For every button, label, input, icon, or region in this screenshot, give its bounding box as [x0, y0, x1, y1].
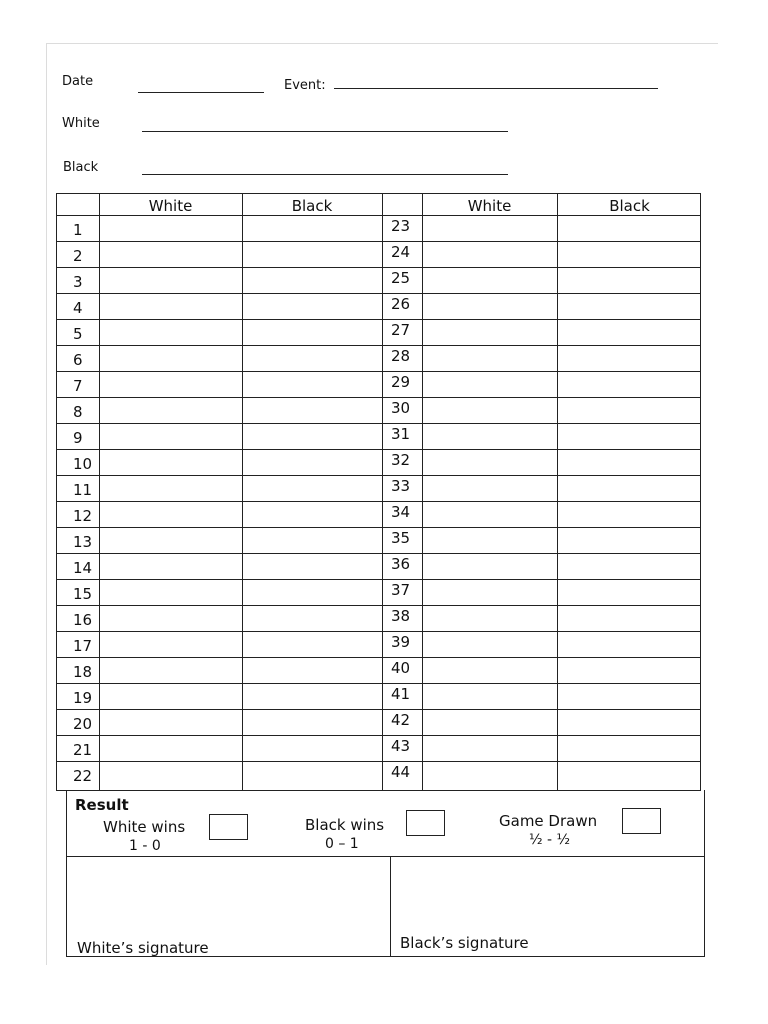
- move-number: 39: [391, 633, 411, 651]
- date-field[interactable]: [138, 92, 264, 93]
- column-header-white: White: [148, 197, 193, 215]
- move-number: 38: [391, 607, 411, 625]
- moves-table: [56, 193, 701, 791]
- white-wins-label: White wins: [103, 818, 186, 836]
- move-number: 35: [391, 529, 411, 547]
- game-drawn-checkbox[interactable]: [622, 808, 661, 834]
- row-divider: [57, 345, 700, 346]
- move-number: 24: [391, 243, 411, 261]
- row-divider: [57, 371, 700, 372]
- move-number: 10: [73, 455, 93, 473]
- move-number: 4: [73, 299, 83, 317]
- column-divider: [99, 194, 100, 790]
- move-number: 43: [391, 737, 411, 755]
- row-divider: [57, 215, 700, 216]
- move-number: 1: [73, 221, 83, 239]
- row-divider: [57, 553, 700, 554]
- move-number: 6: [73, 351, 83, 369]
- row-divider: [57, 579, 700, 580]
- move-number: 28: [391, 347, 411, 365]
- move-number: 14: [73, 559, 93, 577]
- move-number: 42: [391, 711, 411, 729]
- move-number: 18: [73, 663, 93, 681]
- move-number: 2: [73, 247, 83, 265]
- move-number: 33: [391, 477, 411, 495]
- row-divider: [57, 293, 700, 294]
- row-divider: [57, 423, 700, 424]
- move-number: 17: [73, 637, 93, 655]
- white-player-field[interactable]: [142, 131, 508, 132]
- black-wins-label: Black wins: [305, 816, 385, 834]
- move-number: 7: [73, 377, 83, 395]
- row-divider: [57, 527, 700, 528]
- event-field[interactable]: [334, 88, 658, 89]
- signature-divider: [390, 857, 391, 956]
- page-edge: [46, 43, 47, 965]
- black-wins-score: 0 – 1: [325, 836, 359, 852]
- column-divider: [242, 194, 243, 790]
- move-number: 30: [391, 399, 411, 417]
- row-divider: [57, 267, 700, 268]
- move-number: 19: [73, 689, 93, 707]
- page-edge: [46, 43, 718, 44]
- move-number: 34: [391, 503, 411, 521]
- row-divider: [57, 657, 700, 658]
- date-label: Date: [62, 74, 94, 89]
- white-wins-checkbox[interactable]: [209, 814, 248, 840]
- game-drawn-label: Game Drawn: [499, 812, 598, 830]
- white-signature-label: White’s signature: [77, 939, 209, 957]
- move-number: 12: [73, 507, 93, 525]
- result-section: [66, 790, 705, 857]
- move-number: 3: [73, 273, 83, 291]
- result-title: Result: [75, 796, 129, 814]
- move-number: 8: [73, 403, 83, 421]
- move-number: 37: [391, 581, 411, 599]
- row-divider: [57, 449, 700, 450]
- game-drawn-score: ½ - ½: [529, 832, 571, 848]
- row-divider: [57, 605, 700, 606]
- row-divider: [57, 397, 700, 398]
- black-wins-checkbox[interactable]: [406, 810, 445, 836]
- move-number: 22: [73, 767, 93, 785]
- column-header-white: White: [467, 197, 512, 215]
- move-number: 21: [73, 741, 93, 759]
- move-number: 16: [73, 611, 93, 629]
- move-number: 32: [391, 451, 411, 469]
- row-divider: [57, 761, 700, 762]
- white-player-label: White: [62, 116, 100, 131]
- move-number: 40: [391, 659, 411, 677]
- column-header-black: Black: [291, 197, 333, 215]
- row-divider: [57, 241, 700, 242]
- move-number: 5: [73, 325, 83, 343]
- move-number: 23: [391, 217, 411, 235]
- signature-section: [66, 856, 705, 957]
- move-number: 31: [391, 425, 411, 443]
- column-divider: [422, 194, 423, 790]
- move-number: 20: [73, 715, 93, 733]
- move-number: 36: [391, 555, 411, 573]
- black-signature-label: Black’s signature: [400, 934, 529, 952]
- move-number: 41: [391, 685, 411, 703]
- column-header-black: Black: [609, 197, 650, 215]
- row-divider: [57, 709, 700, 710]
- move-number: 11: [73, 481, 93, 499]
- event-label: Event:: [284, 78, 326, 93]
- move-number: 13: [73, 533, 93, 551]
- row-divider: [57, 475, 700, 476]
- row-divider: [57, 735, 700, 736]
- column-divider: [382, 194, 383, 790]
- white-wins-score: 1 - 0: [129, 838, 161, 854]
- row-divider: [57, 501, 700, 502]
- black-player-field[interactable]: [142, 174, 508, 175]
- move-number: 27: [391, 321, 411, 339]
- row-divider: [57, 683, 700, 684]
- move-number: 9: [73, 429, 83, 447]
- move-number: 15: [73, 585, 93, 603]
- row-divider: [57, 631, 700, 632]
- move-number: 29: [391, 373, 411, 391]
- move-number: 25: [391, 269, 411, 287]
- black-player-label: Black: [63, 160, 99, 175]
- row-divider: [57, 319, 700, 320]
- move-number: 44: [391, 763, 411, 781]
- move-number: 26: [391, 295, 411, 313]
- column-divider: [557, 194, 558, 790]
